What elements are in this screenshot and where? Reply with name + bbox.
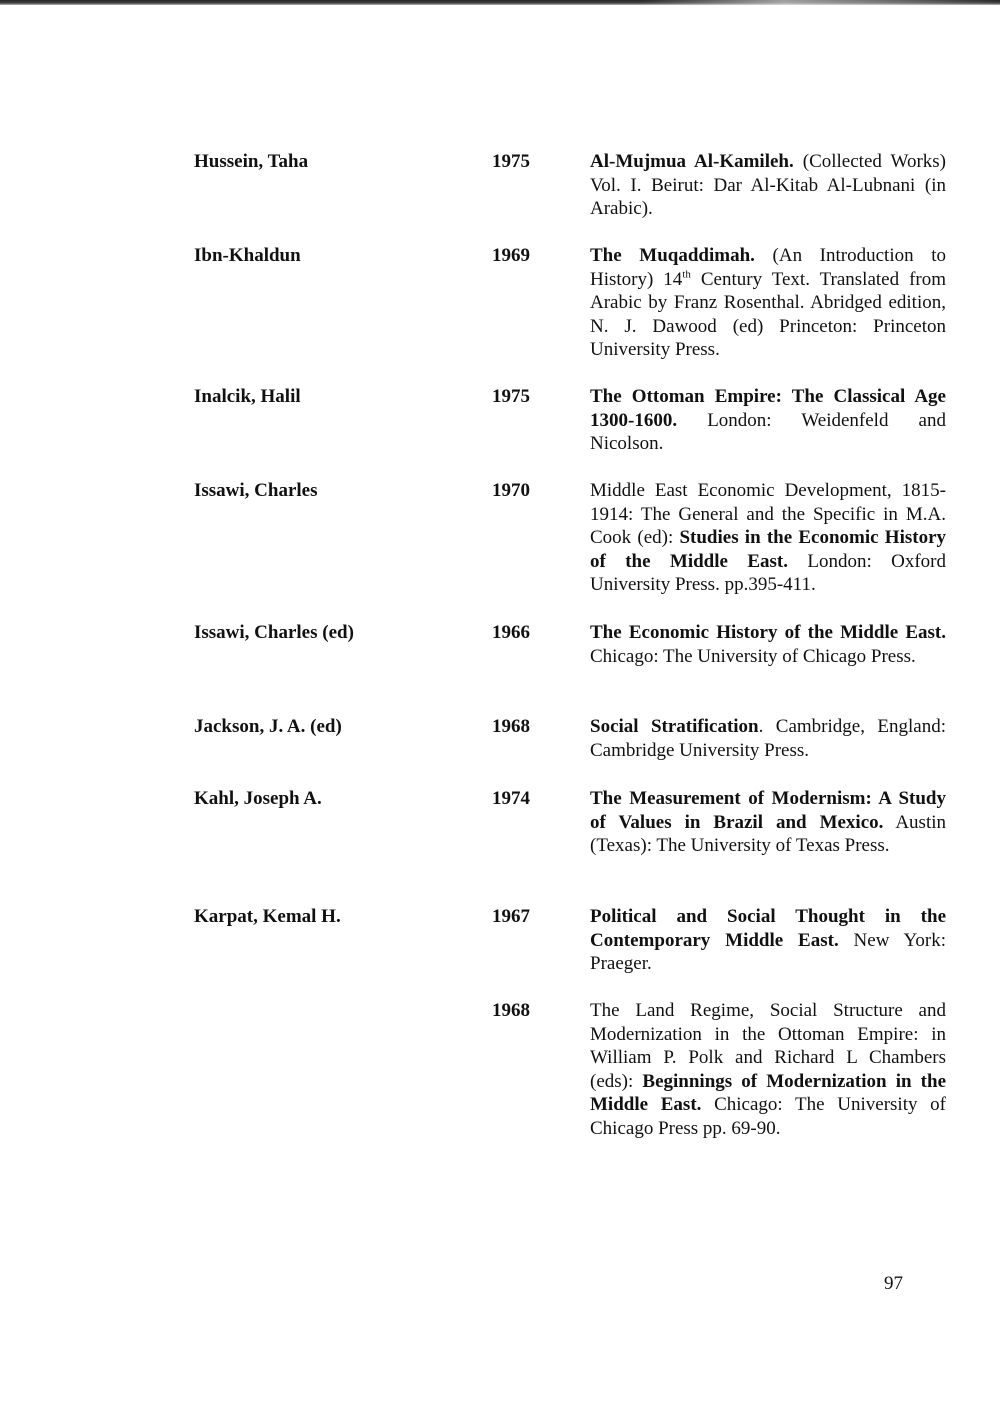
entry-reference	[590, 385, 946, 456]
entry-article: Middle East Economic Development, 1815-1914: The General and the Specific in M.A. Cook (ed):	[590, 480, 946, 548]
entry-year: 1969	[492, 245, 530, 266]
entry-title: The Measurement of Modernism: A Study of Values in Brazil and Mexico.	[590, 788, 946, 833]
entry-details: Century Text. Translated from Arabic by Franz Rosenthal. Abridged edition, N. J. Dawood (ed) Princeton: Princeton University Press.	[590, 268, 947, 360]
entry-title: Studies in the Economic History of the Middle East.	[590, 527, 946, 572]
entry-details: Austin (Texas): The University of Texas Press.	[590, 811, 947, 856]
entry-title: The Muqaddimah.	[590, 245, 755, 266]
entry-year: 1975	[492, 386, 530, 407]
entry-reference	[590, 905, 946, 976]
entry-reference	[590, 479, 946, 597]
entry-title: Social Stratification	[590, 716, 759, 737]
entry-year: 1968	[492, 716, 530, 737]
entry-author: Issawi, Charles (ed)	[194, 622, 354, 643]
entry-details: . Cambridge, England: Cambridge University Press.	[590, 716, 946, 761]
entry-title: Beginnings of Modernization in the Middle East.	[590, 1070, 947, 1115]
entry-author: Hussein, Taha	[194, 151, 309, 172]
entry-author: Issawi, Charles	[194, 480, 318, 501]
entry-author: Inalcik, Halil	[194, 386, 301, 407]
entry-details: (An Introduction to History) 14	[590, 245, 946, 290]
entry-details: London: Oxford University Press. pp.395-411.	[590, 550, 946, 595]
entry-year: 1966	[492, 622, 530, 643]
entry-year: 1974	[492, 788, 530, 809]
entry-reference	[590, 787, 946, 858]
entry-details: (Collected Works) Vol. I. Beirut: Dar Al-Kitab Al-Lubnani (in Arabic).	[590, 151, 946, 219]
entry-title: Political and Social Thought in the Contemporary Middle East.	[590, 906, 946, 951]
entry-title: Al-Mujmua Al-Kamileh.	[590, 151, 794, 172]
entry-year: 1967	[492, 906, 530, 927]
entry-reference	[590, 999, 946, 1140]
entry-details: Chicago: The University of Chicago Press.	[590, 645, 916, 667]
page-number: 97	[884, 1273, 903, 1294]
entry-title: The Economic History of the Middle East.	[590, 622, 946, 643]
entry-author: Jackson, J. A. (ed)	[194, 716, 342, 737]
entry-details: Chicago: The University of Chicago Press pp. 69-90.	[590, 1094, 947, 1139]
entry-author: Kahl, Joseph A.	[194, 788, 322, 809]
entry-details: New York: Praeger.	[590, 929, 946, 974]
entry-author: Karpat, Kemal H.	[194, 906, 341, 927]
ordinal-superscript: th	[682, 268, 691, 281]
entry-author: Ibn-Khaldun	[194, 245, 301, 266]
entry-year: 1968	[492, 1000, 530, 1021]
entry-details: London: Weidenfeld and Nicolson.	[590, 409, 946, 454]
scan-top-edge-fade	[640, 0, 1000, 5]
entry-reference	[590, 715, 946, 762]
entry-reference	[590, 621, 946, 668]
entry-reference	[590, 150, 946, 221]
entry-year: 1970	[492, 480, 530, 501]
entry-article: The Land Regime, Social Structure and Modernization in the Ottoman Empire: in William P. Polk and Richard L Chambers (eds):	[590, 1000, 946, 1092]
entry-reference	[590, 244, 946, 362]
entry-year: 1975	[492, 151, 530, 172]
entry-title: The Ottoman Empire: The Classical Age 1300-1600.	[590, 386, 946, 431]
